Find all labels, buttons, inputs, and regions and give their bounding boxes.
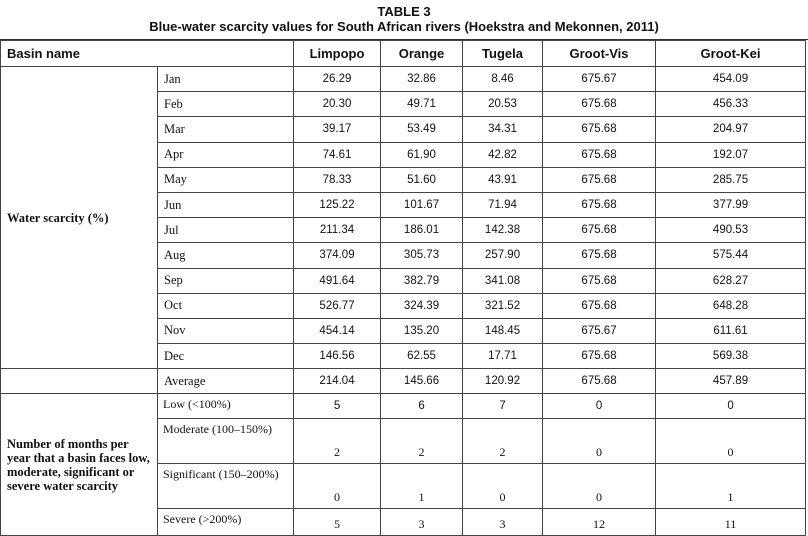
month-cell: Jul	[158, 218, 294, 243]
value-cell: 0	[543, 464, 656, 509]
value-cell: 8.46	[463, 67, 543, 92]
category-cell: Moderate (100–150%)	[158, 419, 294, 464]
value-cell: 454.09	[656, 67, 806, 92]
table-row	[1, 67, 806, 92]
water-scarcity-label: Water scarcity (%)	[1, 67, 158, 369]
value-cell: 53.49	[381, 117, 463, 142]
value-cell: 2	[294, 419, 381, 464]
value-cell: 611.61	[656, 318, 806, 343]
value-cell: 0	[463, 464, 543, 509]
value-cell: 1	[381, 464, 463, 509]
category-cell: Low (<100%)	[158, 394, 294, 419]
table-title: Blue-water scarcity values for South African rivers (Hoekstra and Mekonnen, 2011)	[149, 19, 659, 34]
value-cell: 0	[656, 394, 806, 419]
value-cell: 3	[463, 509, 543, 536]
value-cell: 5	[294, 509, 381, 536]
value-cell: 17.71	[463, 344, 543, 369]
value-cell: 39.17	[294, 117, 381, 142]
value-cell: 675.67	[543, 67, 656, 92]
month-cell: Dec	[158, 344, 294, 369]
column-header: Orange	[381, 41, 463, 67]
value-cell: 675.67	[543, 318, 656, 343]
value-cell: 34.31	[463, 117, 543, 142]
value-cell: 71.94	[463, 192, 543, 217]
value-cell: 675.68	[543, 192, 656, 217]
value-cell: 192.07	[656, 142, 806, 167]
water-scarcity-table	[0, 40, 806, 536]
basin-name-header: Basin name	[1, 41, 294, 67]
category-cell: Severe (>200%)	[158, 509, 294, 536]
value-cell: 62.55	[381, 344, 463, 369]
month-cell: Oct	[158, 293, 294, 318]
value-cell: 148.45	[463, 318, 543, 343]
value-cell: 285.75	[656, 167, 806, 192]
value-cell: 305.73	[381, 243, 463, 268]
month-cell: Nov	[158, 318, 294, 343]
value-cell: 2	[381, 419, 463, 464]
value-cell: 186.01	[381, 218, 463, 243]
value-cell: 32.86	[381, 67, 463, 92]
value-cell: 20.30	[294, 92, 381, 117]
value-cell: 675.68	[543, 117, 656, 142]
value-cell: 0	[543, 394, 656, 419]
month-cell: Jun	[158, 192, 294, 217]
value-cell: 457.89	[656, 369, 806, 394]
value-cell: 135.20	[381, 318, 463, 343]
value-cell: 211.34	[294, 218, 381, 243]
value-cell: 575.44	[656, 243, 806, 268]
value-cell: 675.68	[543, 293, 656, 318]
value-cell: 214.04	[294, 369, 381, 394]
value-cell: 78.33	[294, 167, 381, 192]
value-cell: 675.68	[543, 344, 656, 369]
value-cell: 0	[543, 419, 656, 464]
average-row	[1, 369, 806, 394]
value-cell: 101.67	[381, 192, 463, 217]
month-cell: Aug	[158, 243, 294, 268]
month-cell: Mar	[158, 117, 294, 142]
value-cell: 142.38	[463, 218, 543, 243]
empty-cell	[1, 369, 158, 394]
value-cell: 74.61	[294, 142, 381, 167]
value-cell: 628.27	[656, 268, 806, 293]
value-cell: 204.97	[656, 117, 806, 142]
value-cell: 675.68	[543, 369, 656, 394]
value-cell: 5	[294, 394, 381, 419]
value-cell: 26.29	[294, 67, 381, 92]
value-cell: 382.79	[381, 268, 463, 293]
column-header: Groot-Vis	[543, 41, 656, 67]
value-cell: 11	[656, 509, 806, 536]
value-cell: 456.33	[656, 92, 806, 117]
value-cell: 1	[656, 464, 806, 509]
value-cell: 42.82	[463, 142, 543, 167]
months-group-label: Number of months per year that a basin faces low, moderate, significant or severe water scarcity	[1, 394, 158, 536]
value-cell: 0	[294, 464, 381, 509]
value-cell: 675.68	[543, 243, 656, 268]
value-cell: 49.71	[381, 92, 463, 117]
category-cell: Significant (150–200%)	[158, 464, 294, 509]
value-cell: 675.68	[543, 218, 656, 243]
value-cell: 43.91	[463, 167, 543, 192]
value-cell: 2	[463, 419, 543, 464]
month-cell: May	[158, 167, 294, 192]
value-cell: 454.14	[294, 318, 381, 343]
value-cell: 648.28	[656, 293, 806, 318]
value-cell: 569.38	[656, 344, 806, 369]
value-cell: 145.66	[381, 369, 463, 394]
column-header: Groot-Kei	[656, 41, 806, 67]
table-body	[1, 67, 806, 536]
value-cell: 125.22	[294, 192, 381, 217]
value-cell: 374.09	[294, 243, 381, 268]
value-cell: 526.77	[294, 293, 381, 318]
value-cell: 341.08	[463, 268, 543, 293]
month-cell: Sep	[158, 268, 294, 293]
column-header: Limpopo	[294, 41, 381, 67]
value-cell: 324.39	[381, 293, 463, 318]
value-cell: 675.68	[543, 167, 656, 192]
value-cell: 257.90	[463, 243, 543, 268]
month-cell: Jan	[158, 67, 294, 92]
value-cell: 3	[381, 509, 463, 536]
value-cell: 675.68	[543, 92, 656, 117]
value-cell: 12	[543, 509, 656, 536]
month-cell: Apr	[158, 142, 294, 167]
value-cell: 146.56	[294, 344, 381, 369]
value-cell: 20.53	[463, 92, 543, 117]
value-cell: 675.68	[543, 142, 656, 167]
value-cell: 321.52	[463, 293, 543, 318]
table-caption	[0, 0, 808, 40]
value-cell: 120.92	[463, 369, 543, 394]
value-cell: 6	[381, 394, 463, 419]
column-header: Tugela	[463, 41, 543, 67]
value-cell: 491.64	[294, 268, 381, 293]
average-label: Average	[158, 369, 294, 394]
value-cell: 7	[463, 394, 543, 419]
value-cell: 675.68	[543, 268, 656, 293]
month-cell: Feb	[158, 92, 294, 117]
value-cell: 51.60	[381, 167, 463, 192]
value-cell: 61.90	[381, 142, 463, 167]
value-cell: 377.99	[656, 192, 806, 217]
value-cell: 490.53	[656, 218, 806, 243]
value-cell: 0	[656, 419, 806, 464]
table-row	[1, 394, 806, 419]
header-row	[1, 41, 806, 67]
table-label: TABLE 3	[377, 4, 431, 19]
